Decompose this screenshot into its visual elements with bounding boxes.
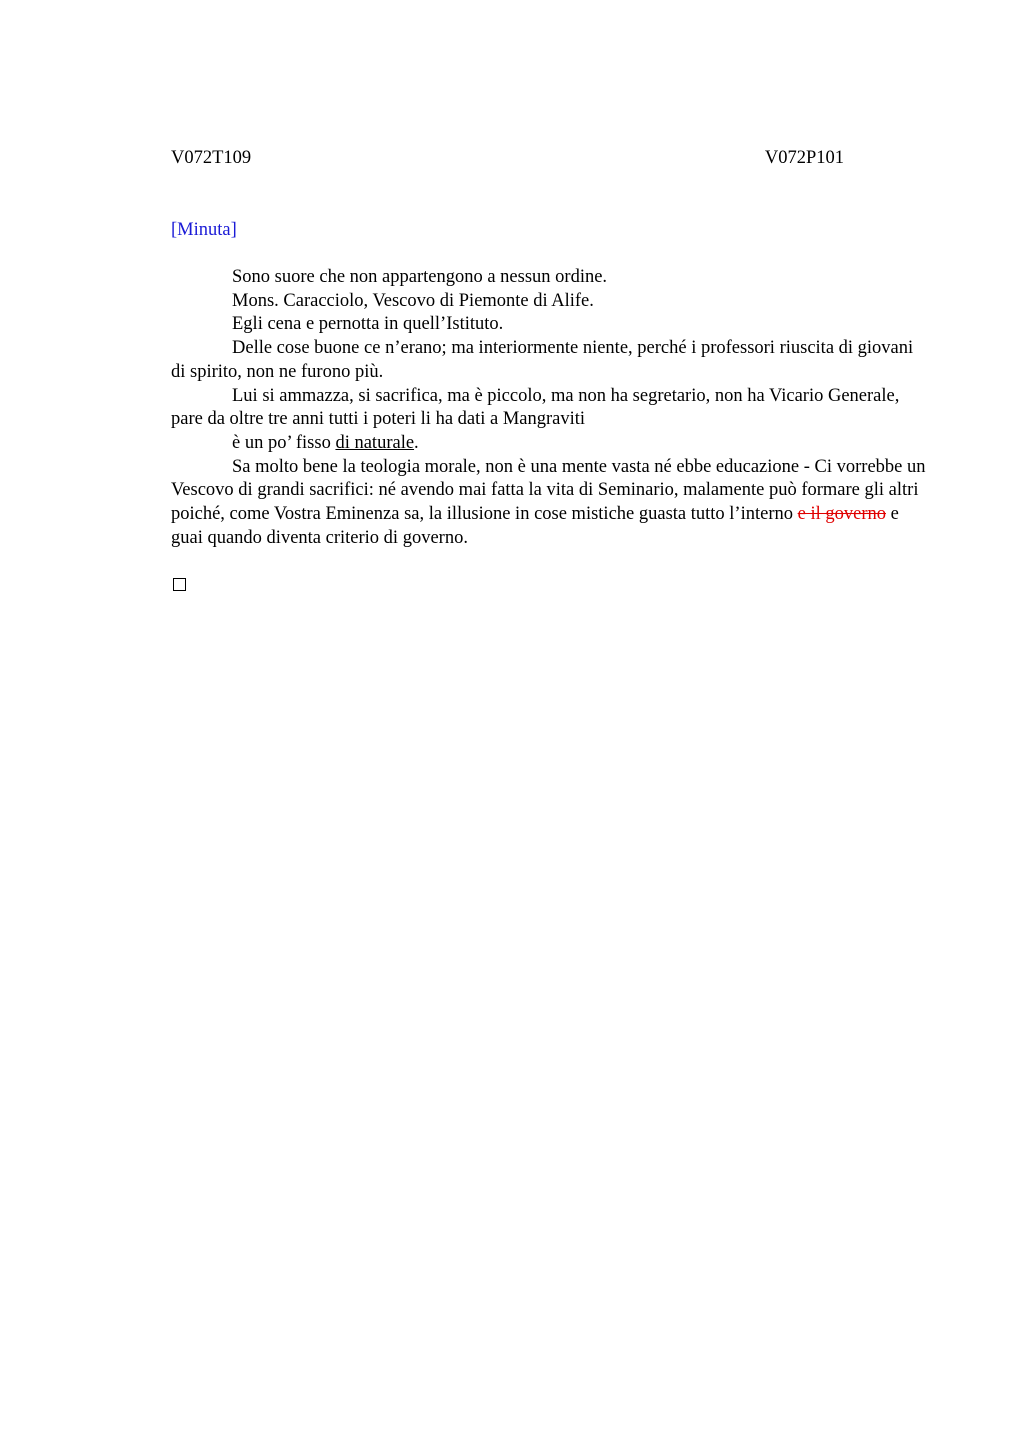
paragraph-text: . [414, 432, 419, 453]
underlined-text: di naturale [335, 432, 415, 453]
paragraph: Egli cena e pernotta in quell’Istituto. [232, 314, 504, 335]
document-body [171, 266, 931, 550]
document-heading: [Minuta] [171, 220, 237, 240]
paragraph-text: e guai quando diventa criterio di governo. [171, 504, 899, 548]
paragraph-text: è un po’ fisso [232, 432, 336, 453]
paragraph: Lui si ammazza, si sacrifica, ma è piccolo, ma non ha segretario, non ha Vicario Generale, pare da oltre tre anni tutti i poteri li ha dati a Mangraviti [171, 385, 900, 430]
end-of-document-box [173, 578, 186, 591]
paragraph: Sono suore che non appartengono a nessun ordine. [232, 267, 608, 287]
paragraph [171, 432, 931, 456]
volume-page-reference: V072P101 [764, 148, 844, 168]
paragraph [171, 456, 931, 551]
paragraph: Delle cose buone ce n’erano; ma interiormente niente, perché i professori riuscita di giovani di spirito, non ne furono più. [171, 338, 914, 382]
deleted-text: e il governo [797, 504, 886, 525]
paragraph: Mons. Caracciolo, Vescovo di Piemonte di Alife. [232, 290, 594, 311]
volume-text-reference: V072T109 [171, 148, 252, 168]
paragraph-text: Sa molto bene la teologia morale, non è una mente vasta né ebbe educazione - Ci vorrebbe un Vescovo di grandi sacrifici: né avendo mai fatta la vita di Seminario, malamente può formare gli altri poiché, come Vostra Eminenza sa, la illusione in cose mistiche guasta tutto l’interno [171, 456, 926, 525]
